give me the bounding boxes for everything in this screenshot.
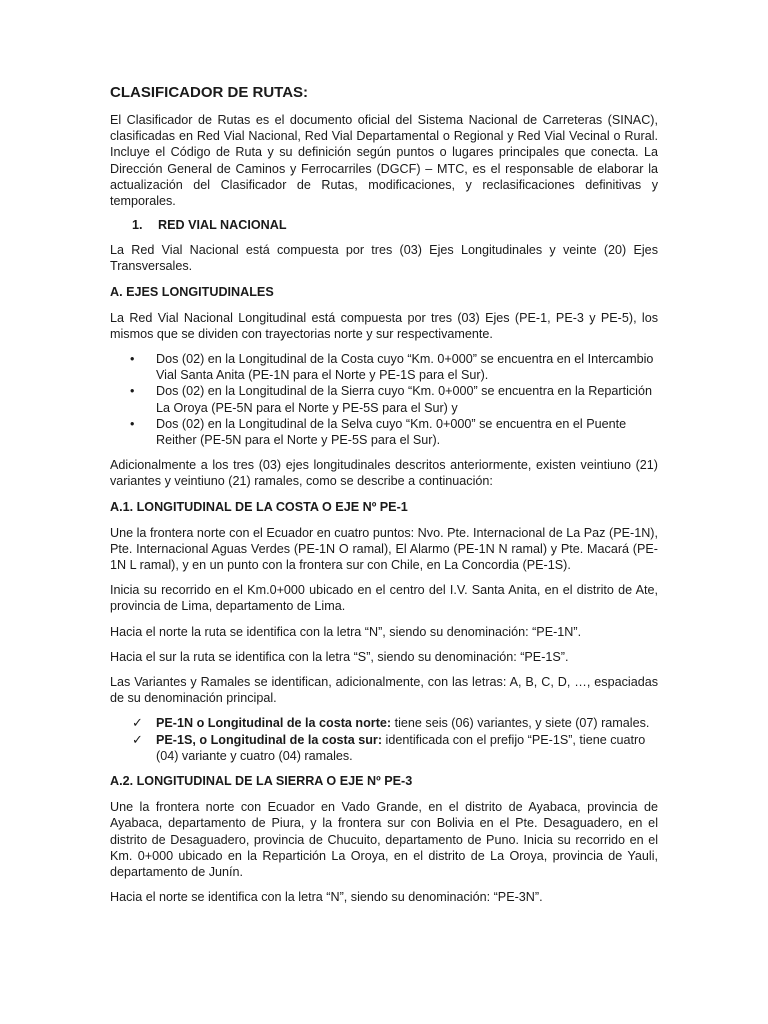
list-item-text: Dos (02) en la Longitudinal de la Selva cuyo “Km. 0+000” se encuentra en el Puente Reither (PE-5N para el Norte y PE-5S para el Sur). [156,416,627,448]
bullet-icon: • [130,384,135,399]
section-a-text: La Red Vial Nacional Longitudinal está compuesta por tres (03) Ejes (PE-1, PE-3 y PE-5), los mismos que se dividen con trayectorias norte y sur respectivamente. [110,310,658,341]
section-1-title: RED VIAL NACIONAL [158,218,287,233]
section-a1-paragraph-3: Hacia el norte la ruta se identifica con la letra “N”, siendo su denominación: “PE-1N”. [110,624,582,639]
section-a2-paragraph-1: Une la frontera norte con Ecuador en Vado Grande, en el distrito de Ayabaca, provincia de Ayabaca, departamento de Piura, y la frontera sur con Bolivia en el Pte. Desaguadero, en el distrito de Desaguadero, provincia de Chucuito, departamento de Puno. Inicia su recorrido en el Km. 0+000 ubicado en la Repartición La Oroya, en el distrito de La Oroya, provincia de Yauli, departamento de Junín. [110,800,658,879]
section-1-number: 1. [132,218,143,233]
list-item-text: Dos (02) en la Longitudinal de la Costa cuyo “Km. 0+000” se encuentra en el Intercambio Vial Santa Anita (PE-1N para el Norte y PE-1S para el Sur). [156,352,654,383]
intro-paragraph: El Clasificador de Rutas es el documento oficial del Sistema Nacional de Carreteras (SINAC), clasificadas en Red Vial Nacional, Red Vial Departamental o Regional y Red Vial Vecinal o Rural. Incluye el Código de Ruta y su definición según puntos o lugares principales que conecta. La Dirección General de Caminos y Ferrocarriles (DGCF) – MTC, es el responsable de elaborar la actualización del Clasificador de Rutas, modificaciones, y reclasificaciones definitivas y temporales. [110,113,658,209]
section-a1-check-list [110,715,658,764]
section-a1-heading: A.1. LONGITUDINAL DE LA COSTA O EJE Nº PE-1 [110,499,408,514]
checkmark-icon: ✓ [132,731,143,747]
section-a1-paragraph-5: Las Variantes y Ramales se identifican, adicionalmente, con las letras: A, B, C, D, …, espaciadas de su denominación principal. [110,675,658,706]
section-a-bullet-list [110,351,658,448]
section-a1-paragraph-4: Hacia el sur la ruta se identifica con la letra “S”, siendo su denominación: “PE-1S”. [110,649,569,664]
list-item-text: tiene seis (06) variantes, y siete (07) ramales. [391,716,650,731]
list-item [110,416,658,448]
section-a2-paragraph-2: Hacia el norte se identifica con la letra “N”, siendo su denominación: “PE-3N”. [110,890,543,905]
section-a2-heading: A.2. LONGITUDINAL DE LA SIERRA O EJE Nº PE-3 [110,774,413,789]
document-title: CLASIFICADOR DE RUTAS: [110,84,309,101]
list-item [110,715,658,731]
checkmark-icon: ✓ [132,715,143,731]
section-a1-paragraph-1: Une la frontera norte con el Ecuador en cuatro puntos: Nvo. Pte. Internacional de La Paz (PE-1N), Pte. Internacional Aguas Verdes (PE-1N O ramal), El Alarmo (PE-1N N ramal) y Pte. Macará (PE-1N L ramal), y en un punto con la frontera sur con Chile, en La Concordia (PE-1S). [110,525,658,573]
list-item-bold: PE-1N o Longitudinal de la costa norte: [156,716,392,731]
list-item-bold: PE-1S, o Longitudinal de la costa sur: [156,732,383,747]
bullet-icon: • [130,352,135,367]
list-item-text: Dos (02) en la Longitudinal de la Sierra cuyo “Km. 0+000” se encuentra en la Repartición La Oroya (PE-5N para el Norte y PE-5S para el Sur) y [156,384,652,415]
bullet-icon: • [130,416,135,431]
section-a1-paragraph-2: Inicia su recorrido en el Km.0+000 ubicado en el centro del I.V. Santa Anita, en el distrito de Ate, provincia de Lima, departamento de Lima. [110,583,658,614]
list-item [110,351,658,383]
section-a-after-text: Adicionalmente a los tres (03) ejes longitudinales descritos anteriormente, existen veintiuno (21) variantes y veintiuno (21) ramales, como se describe a continuación: [110,458,658,489]
section-a-heading: A. EJES LONGITUDINALES [110,284,274,299]
section-1-text: La Red Vial Nacional está compuesta por tres (03) Ejes Longitudinales y veinte (20) Ejes Transversales. [110,243,658,274]
list-item-text: identificada con el prefijo “PE-1S”, tiene cuatro (04) variante y cuatro (04) ramales. [156,732,646,763]
list-item [110,383,658,415]
list-item [110,732,658,764]
section-1-heading [132,218,658,232]
